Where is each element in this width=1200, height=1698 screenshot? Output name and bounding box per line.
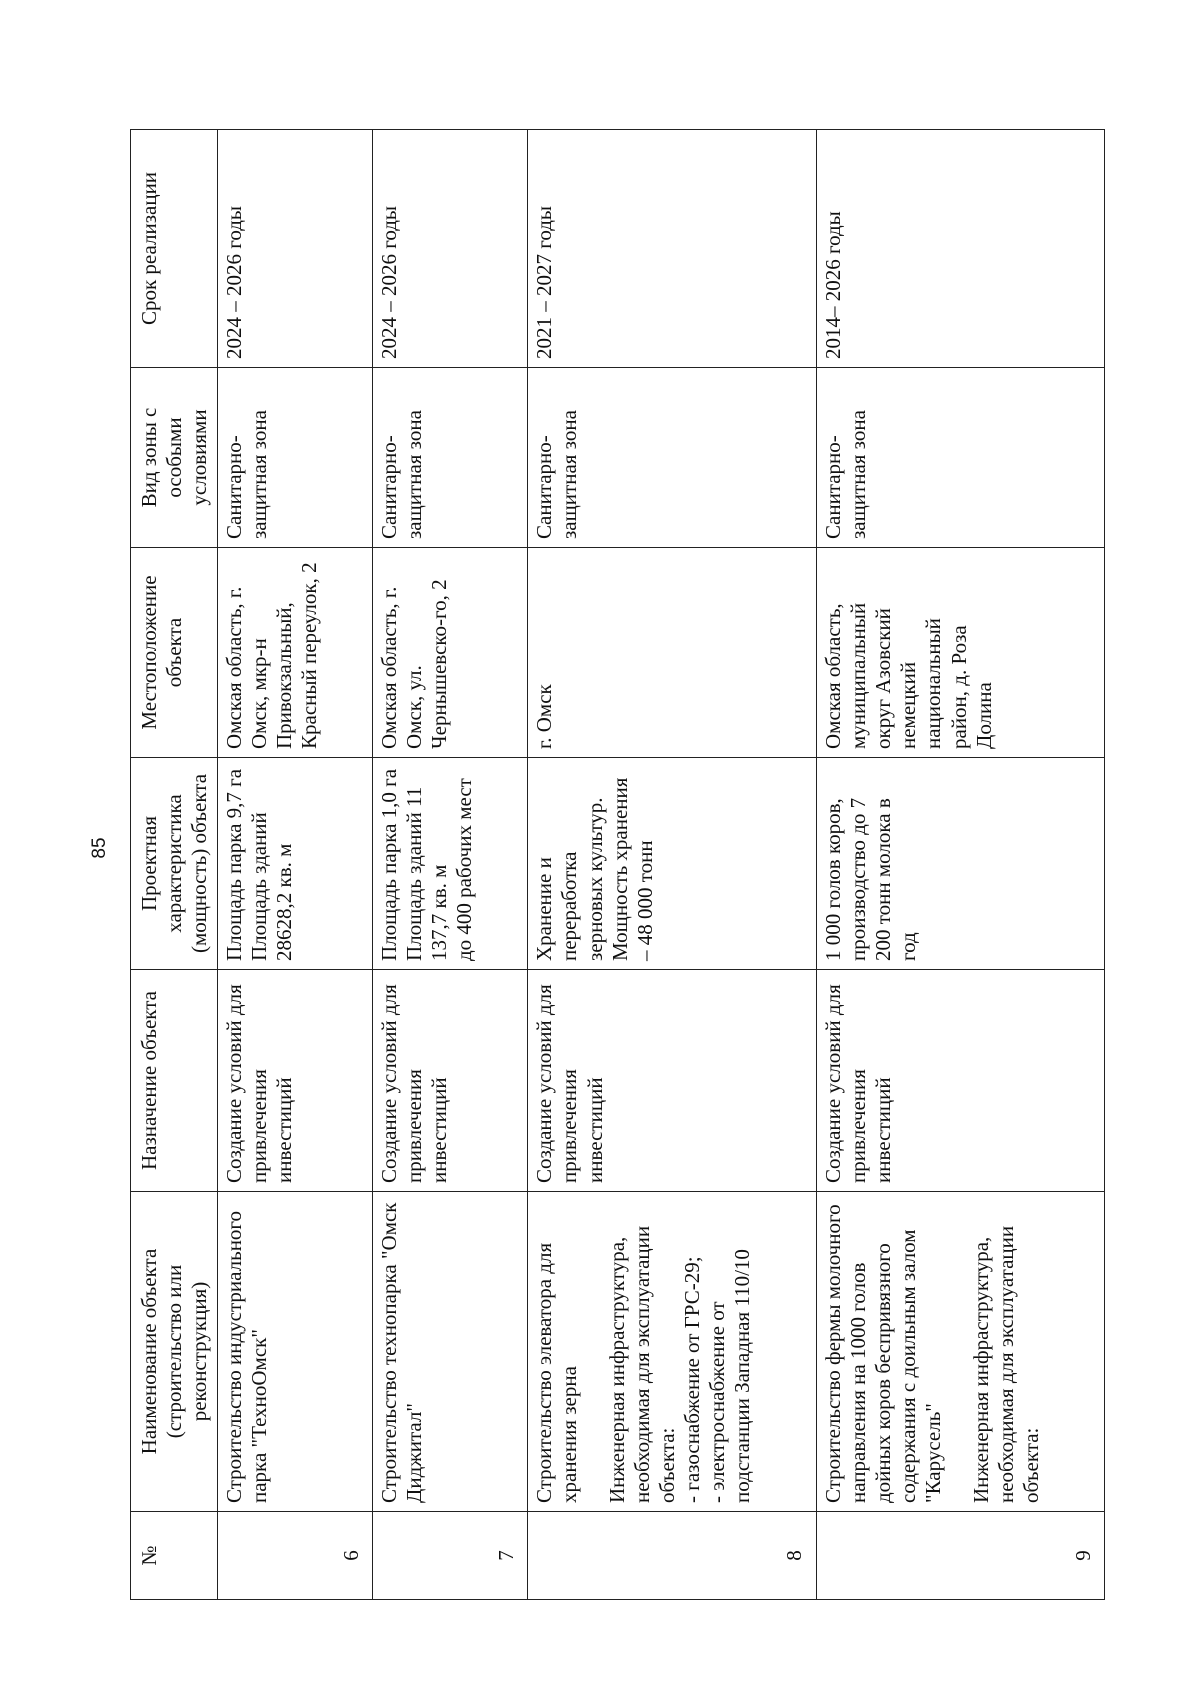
rotated-table-container [130,130,1105,1600]
header-capacity: Проектная характеристика (мощность) объекта [131,758,218,970]
header-term: Срок реализации [131,130,218,368]
zone-type: Санитарно-защитная зона [372,368,527,548]
header-zone: Вид зоны с особыми условиями [131,368,218,548]
capacity-line: Хранение и переработка зерновых культур. [532,797,607,961]
header-purpose: Назначение объекта [131,970,218,1192]
object-capacity [528,758,816,970]
implementation-term: 2014– 2026 годы [816,130,1104,368]
object-name-line: Инженерная инфраструктура, необходимая для эксплуатации объекта: [604,1225,679,1503]
object-capacity [372,758,527,970]
object-purpose: Создание условий для привлечения инвестиций [217,970,372,1192]
header-num: № [131,1512,218,1600]
capacity-line: Мощность хранения – 48 000 тонн [607,777,657,961]
object-name-line: Строительство фермы молочного направления на 1000 голов дойных коров беспривязного содержания с доильным залом "Карусель" [820,1204,946,1503]
table-row [816,130,1104,1600]
object-location: Омская область, г. Омск, ул. Чернышевско-го, 2 [372,548,527,758]
object-name-line: - газоснабжение от ГРС-29; [680,1256,705,1503]
row-number: 7 [372,1512,527,1600]
implementation-term: 2021 – 2027 годы [528,130,816,368]
header-name: Наименование объекта (строительство или реконструкция) [131,1192,218,1512]
object-location: Омская область, муниципальный округ Азовский немецкий национальный район, д. Роза Долина [816,548,1104,758]
capacity-line: Площадь зданий 28628,2 кв. м [246,812,296,961]
table-row [372,130,527,1600]
object-name [528,1192,816,1512]
capacity-line: 1 000 голов коров, производство до 7 200 тонн молока в год [820,797,921,961]
object-name-line: Строительство индустриального парка "ТехноОмск" [221,1210,271,1503]
table-row [528,130,816,1600]
object-name-line: - электроснабжение от подстанции Западная 110/10 [705,1249,755,1503]
object-location: г. Омск [528,548,816,758]
object-purpose: Создание условий для привлечения инвестиций [816,970,1104,1192]
object-capacity [816,758,1104,970]
object-name-line: Строительство технопарка "Омск Диджитал" [376,1202,427,1503]
object-name [372,1192,527,1512]
capacity-line: Площадь зданий 11 137,7 кв. м [402,786,452,961]
object-name [217,1192,372,1512]
spacer [583,1200,605,1503]
capacity-line: Площадь парка 9,7 га [221,768,246,961]
object-name-line: Инженерная инфраструктура, необходимая для эксплуатации объекта: [968,1225,1043,1503]
table-body [217,130,1104,1600]
objects-table [130,129,1105,1600]
object-location: Омская область, г. Омск, мкр-н Привокзальный, Красный переулок, 2 [217,548,372,758]
zone-type: Санитарно-защитная зона [217,368,372,548]
object-name [816,1192,1104,1512]
row-number: 6 [217,1512,372,1600]
page-number: 85 [89,837,110,859]
table-row [217,130,372,1600]
header-location: Местоположение объекта [131,548,218,758]
implementation-term: 2024 – 2026 годы [372,130,527,368]
implementation-term: 2024 – 2026 годы [217,130,372,368]
object-capacity [217,758,372,970]
object-purpose: Создание условий для привлечения инвестиций [528,970,816,1192]
spacer [947,1200,969,1503]
object-purpose: Создание условий для привлечения инвестиций [372,970,527,1192]
object-name-line: Строительство элеватора для хранения зерна [532,1242,582,1503]
row-number: 9 [816,1512,1104,1600]
capacity-line: до 400 рабочих мест [452,778,477,961]
capacity-line: Площадь парка 1,0 га [376,768,401,961]
zone-type: Санитарно-защитная зона [816,368,1104,548]
row-number: 8 [528,1512,816,1600]
zone-type: Санитарно-защитная зона [528,368,816,548]
